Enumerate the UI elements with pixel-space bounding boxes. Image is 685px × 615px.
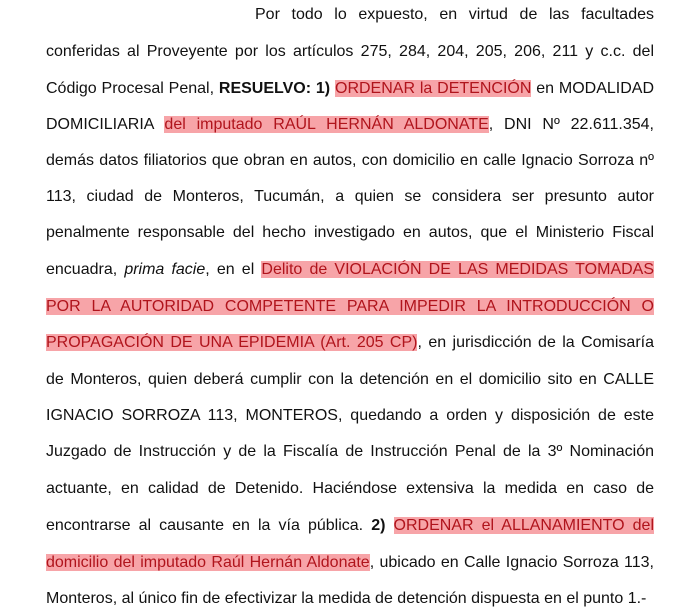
text-segment: DOMICILIARIA [46,116,165,133]
text-segment [385,517,393,534]
text-line [46,369,654,391]
text-line [46,296,654,318]
highlighted-text: ORDENAR la DETENCIÓN [335,80,532,97]
text-segment: , en el [205,261,262,278]
highlighted-text: domicilio del imputado Raúl Hernán Aldonate [46,554,370,571]
text-segment: Por todo lo expuesto, en virtud de las facultades [255,6,654,23]
text-line [46,405,654,427]
highlighted-text: PROPAGACIÓN DE UNA EPIDEMIA (Art. 205 CP) [46,334,418,351]
text-segment: Juzgado de Instrucción y de la Fiscalía de Instrucción Penal de la 3º Nominación [46,443,654,460]
text-segment: en MODALIDAD [531,80,655,97]
bold-text: RESUELVO: 1) [218,80,331,97]
text-segment: de Monteros, quien deberá cumplir con la detención en el domicilio sito en CALLE [46,371,654,388]
text-segment: actuante, en calidad de Detenido. Haciéndose extensiva la medida en caso de [46,480,654,497]
text-line [46,332,654,354]
text-segment: 113, ciudad de Monteros, Tucumán, a quien se considera ser presunto autor [46,188,654,205]
highlighted-text: POR LA AUTORIDAD COMPETENTE PARA IMPEDIR LA INTRODUCCIÓN O [46,298,654,315]
text-segment: penalmente responsable del hecho investigado en autos, que el Ministerio Fiscal [46,224,654,241]
highlighted-text: ORDENAR el ALLANAMIENTO del [393,517,655,534]
italic-text: prima facie [124,261,206,278]
text-line [46,478,654,500]
highlighted-text: del imputado RAÚL HERNÁN ALDONATE [164,116,489,133]
text-segment: , en jurisdicción de la Comisaría [417,334,654,351]
text-segment: IGNACIO SORROZA 113, MONTEROS, quedando a orden y disposición de este [46,407,654,424]
bold-text: 2) [371,517,386,534]
text-line [46,222,654,244]
text-line [46,588,654,610]
text-line [46,114,654,136]
text-segment: encontrarse al causante en la vía pública. [46,517,372,534]
text-line [255,4,654,26]
text-line [46,552,654,574]
text-line [46,41,654,63]
highlighted-text: Delito de VIOLACIÓN DE LAS MEDIDAS TOMADAS [261,261,655,278]
text-segment: demás datos filiatorios que obran en autos, con domicilio en calle Ignacio Sorroza nº [46,152,654,169]
text-segment: conferidas al Proveyente por los artículos 275, 284, 204, 205, 206, 211 y c.c. del [46,43,654,60]
text-segment: , DNI Nº 22.611.354, [488,116,654,133]
text-segment: Monteros, al único fin de efectivizar la medida de detención dispuesta en el punto 1.- [46,590,647,607]
text-line [46,186,654,208]
text-segment: encuadra, [46,261,125,278]
text-line [46,515,654,537]
text-segment: Código Procesal Penal, [46,80,219,97]
text-line [46,259,654,281]
text-line [46,150,654,172]
text-line [46,441,654,463]
text-line [46,78,654,100]
text-segment: , ubicado en Calle Ignacio Sorroza 113, [369,554,654,571]
